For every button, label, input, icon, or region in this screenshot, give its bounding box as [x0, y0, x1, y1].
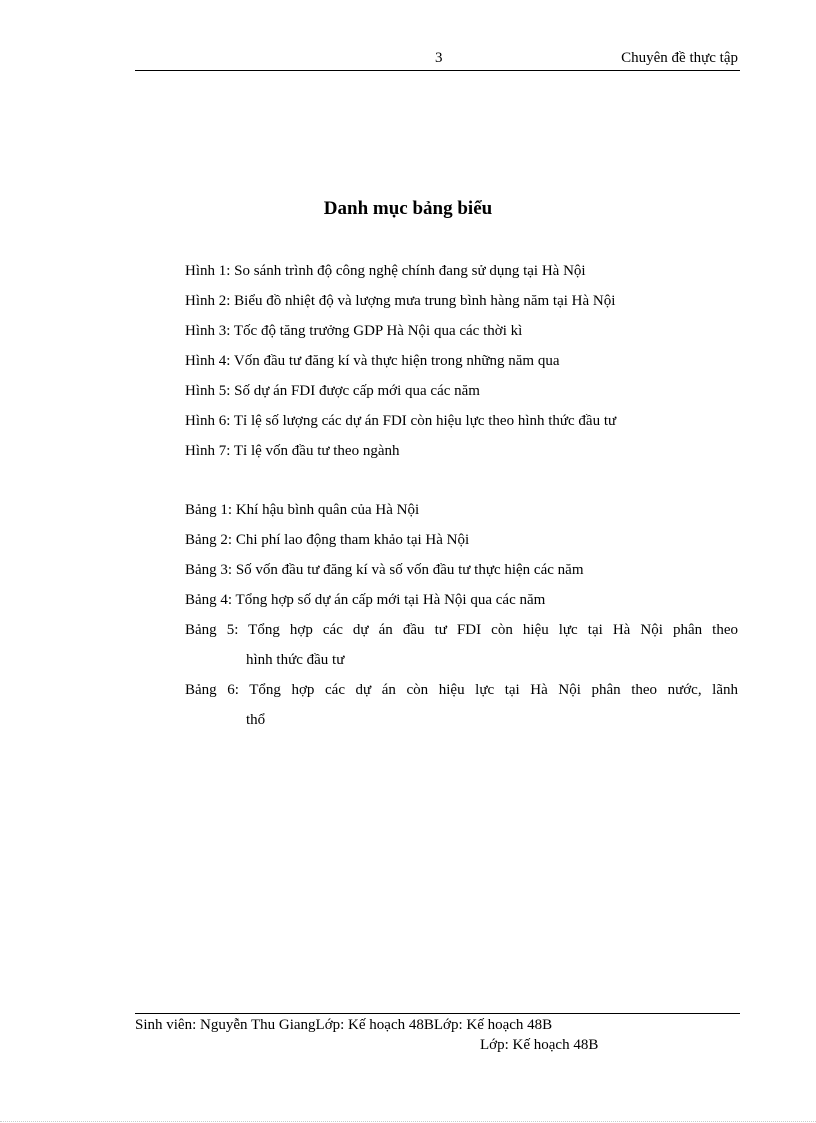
figure-item-1: Hình 1: So sánh trình độ công nghệ chính đang sử dụng tại Hà Nội [185, 263, 586, 279]
table-list [185, 495, 738, 735]
table-item-6 [185, 675, 738, 735]
table-item-1: Bảng 1: Khí hậu bình quân của Hà Nội [185, 502, 420, 518]
page-number: 3 [435, 50, 443, 66]
footer-student-line: Sinh viên: Nguyễn Thu GiangLớp: Kế hoạch 48BLớp: Kế hoạch 48B [135, 1017, 553, 1033]
figure-item-2: Hình 2: Biểu đồ nhiệt độ và lượng mưa trung bình hàng năm tại Hà Nội [185, 293, 616, 309]
table-item-3: Bảng 3: Số vốn đầu tư đăng kí và số vốn đầu tư thực hiện các năm [185, 562, 584, 578]
page-edge-divider [0, 1121, 816, 1122]
table-item-6-line2: thổ [246, 712, 266, 728]
table-item-2: Bảng 2: Chi phí lao động tham khảo tại Hà Nội [185, 532, 470, 548]
document-title: Danh mục bảng biểu [323, 198, 493, 219]
table-item-5-line1: Bảng 5: Tổng hợp các dự án đầu tư FDI còn hiệu lực tại Hà Nội phân theo [185, 622, 738, 638]
figure-item-6: Hình 6: Tỉ lệ số lượng các dự án FDI còn hiệu lực theo hình thức đầu tư [185, 413, 617, 429]
figure-item-5: Hình 5: Số dự án FDI được cấp mới qua các năm [185, 383, 480, 399]
header-title: Chuyên đề thực tập [621, 50, 738, 66]
table-item-4: Bảng 4: Tổng hợp số dự án cấp mới tại Hà Nội qua các năm [185, 592, 546, 608]
page-header [135, 48, 740, 71]
footer-class-line: Lớp: Kế hoạch 48B [480, 1037, 599, 1053]
page-footer [135, 1013, 740, 1053]
figure-item-7: Hình 7: Tỉ lệ vốn đầu tư theo ngành [185, 443, 400, 459]
table-item-5 [185, 615, 738, 675]
figure-item-4: Hình 4: Vốn đầu tư đăng kí và thực hiện trong những năm qua [185, 353, 560, 369]
figure-list [185, 256, 738, 466]
table-item-5-line2: hình thức đầu tư [246, 652, 345, 668]
table-item-6-line1: Bảng 6: Tổng hợp các dự án còn hiệu lực tại Hà Nội phân theo nước, lãnh [185, 682, 738, 698]
figure-item-3: Hình 3: Tốc độ tăng trưởng GDP Hà Nội qua các thời kì [185, 323, 523, 339]
